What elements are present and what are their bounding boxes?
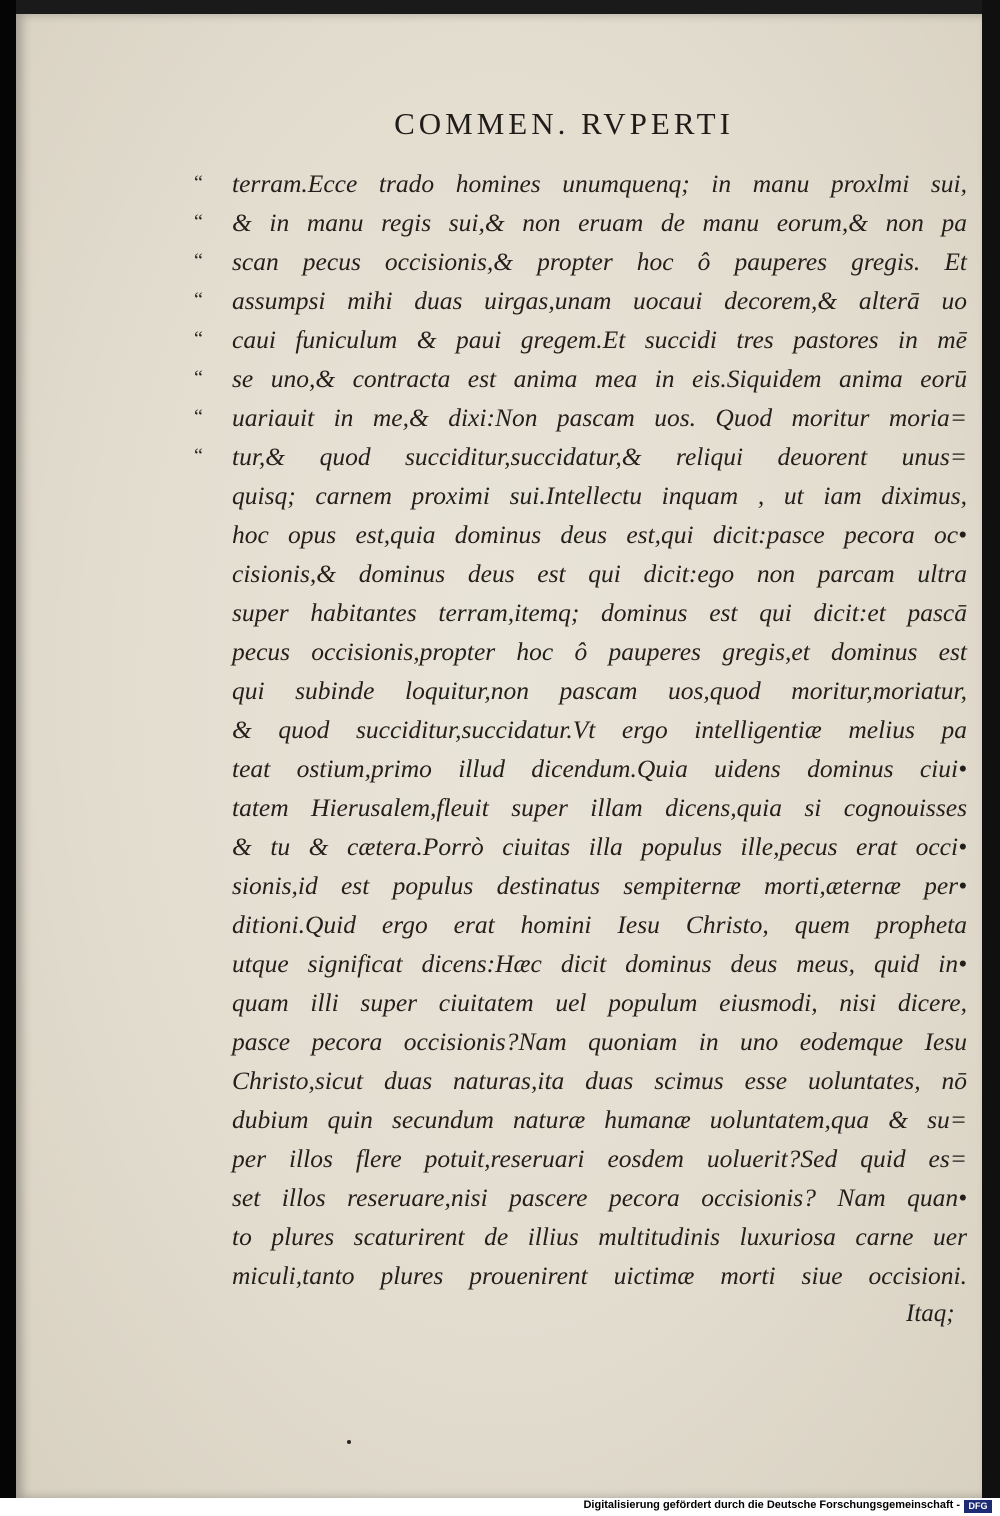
- text-line: uariauit in me,& dixi:Non pascam uos. Quod moritur moria=: [232, 403, 967, 432]
- quote-mark: “: [194, 250, 203, 272]
- text-line: caui funiculum & paui gregem.Et succidi tres pastores in mē: [232, 325, 967, 354]
- printer-mark-dot: [347, 1440, 351, 1444]
- text-line: se uno,& contracta est anima mea in eis.Siquidem anima eorū: [232, 364, 967, 393]
- text-line: cisionis,& dominus deus est qui dicit:ego non parcam ultra: [232, 559, 967, 588]
- scan-top-edge: [16, 0, 982, 14]
- text-line: pasce pecora occisionis?Nam quoniam in uno eodemque Iesu: [232, 1027, 967, 1056]
- text-line: qui subinde loquitur,non pascam uos,quod moritur,moriatur,: [232, 676, 967, 705]
- text-line: set illos reseruare,nisi pascere pecora occisionis? Nam quan•: [232, 1183, 967, 1212]
- text-line: quisq; carnem proximi sui.Intellectu inquam , ut iam diximus,: [232, 481, 967, 510]
- scan-left-edge: [0, 0, 16, 1498]
- text-line: teat ostium,primo illud dicendum.Quia uidens dominus ciui•: [232, 754, 967, 783]
- digitization-footer: [0, 1498, 1000, 1516]
- text-line: per illos flere potuit,reseruari eosdem uoluerit?Sed quid es=: [232, 1144, 967, 1173]
- text-line: scan pecus occisionis,& propter hoc ô pauperes gregis. Et: [232, 247, 967, 276]
- text-line: & tu & cætera.Porrò ciuitas illa populus ille,pecus erat occi•: [232, 832, 967, 861]
- text-line: ditioni.Quid ergo erat homini Iesu Christo, quem propheta: [232, 910, 967, 939]
- text-line: utque significat dicens:Hæc dicit dominus deus meus, quid in•: [232, 949, 967, 978]
- book-page: [16, 14, 982, 1498]
- marginal-quote-marks: [194, 164, 203, 476]
- catchword: Itaq;: [906, 1300, 955, 1327]
- text-line: pecus occisionis,propter hoc ô pauperes gregis,et dominus est: [232, 637, 967, 666]
- text-line: assumpsi mihi duas uirgas,unam uocaui decorem,& alterā uo: [232, 286, 967, 315]
- scan-right-edge: [982, 0, 1000, 1498]
- text-line: dubium quin secundum naturæ humanæ uoluntatem,qua & su=: [232, 1105, 967, 1134]
- text-line: to plures scaturirent de illius multitudinis luxuriosa carne uer: [232, 1222, 967, 1251]
- text-line: tur,& quod succiditur,succidatur,& reliqui deuorent unus=: [232, 442, 967, 471]
- body-text: [232, 164, 967, 1295]
- footer-credit: Digitalisierung gefördert durch die Deutsche Forschungsgemeinschaft -: [583, 1499, 960, 1511]
- quote-mark: “: [194, 445, 203, 467]
- dfg-logo: DFG: [964, 1500, 992, 1513]
- text-line: hoc opus est,quia dominus deus est,qui dicit:pasce pecora oc•: [232, 520, 967, 549]
- quote-mark: “: [194, 328, 203, 350]
- running-header: COMMEN. RVPERTI: [394, 106, 734, 141]
- text-line: miculi,tanto plures prouenirent uictimæ morti siue occisioni.: [232, 1261, 967, 1290]
- quote-mark: “: [194, 211, 203, 233]
- text-line: & quod succiditur,succidatur.Vt ergo intelligentiæ melius pa: [232, 715, 967, 744]
- text-line: tatem Hierusalem,fleuit super illam dicens,quia si cognouisses: [232, 793, 967, 822]
- text-line: & in manu regis sui,& non eruam de manu eorum,& non pa: [232, 208, 967, 237]
- text-line: super habitantes terram,itemq; dominus est qui dicit:et pascā: [232, 598, 967, 627]
- quote-mark: “: [194, 172, 203, 194]
- quote-mark: “: [194, 289, 203, 311]
- quote-mark: “: [194, 367, 203, 389]
- text-line: terram.Ecce trado homines unumquenq; in manu proxlmi sui,: [232, 169, 967, 198]
- quote-mark: “: [194, 406, 203, 428]
- text-line: Christo,sicut duas naturas,ita duas scimus esse uoluntates, nō: [232, 1066, 967, 1095]
- text-line: sionis,id est populus destinatus sempiternæ morti,æternæ per•: [232, 871, 967, 900]
- text-line: quam illi super ciuitatem uel populum eiusmodi, nisi dicere,: [232, 988, 967, 1017]
